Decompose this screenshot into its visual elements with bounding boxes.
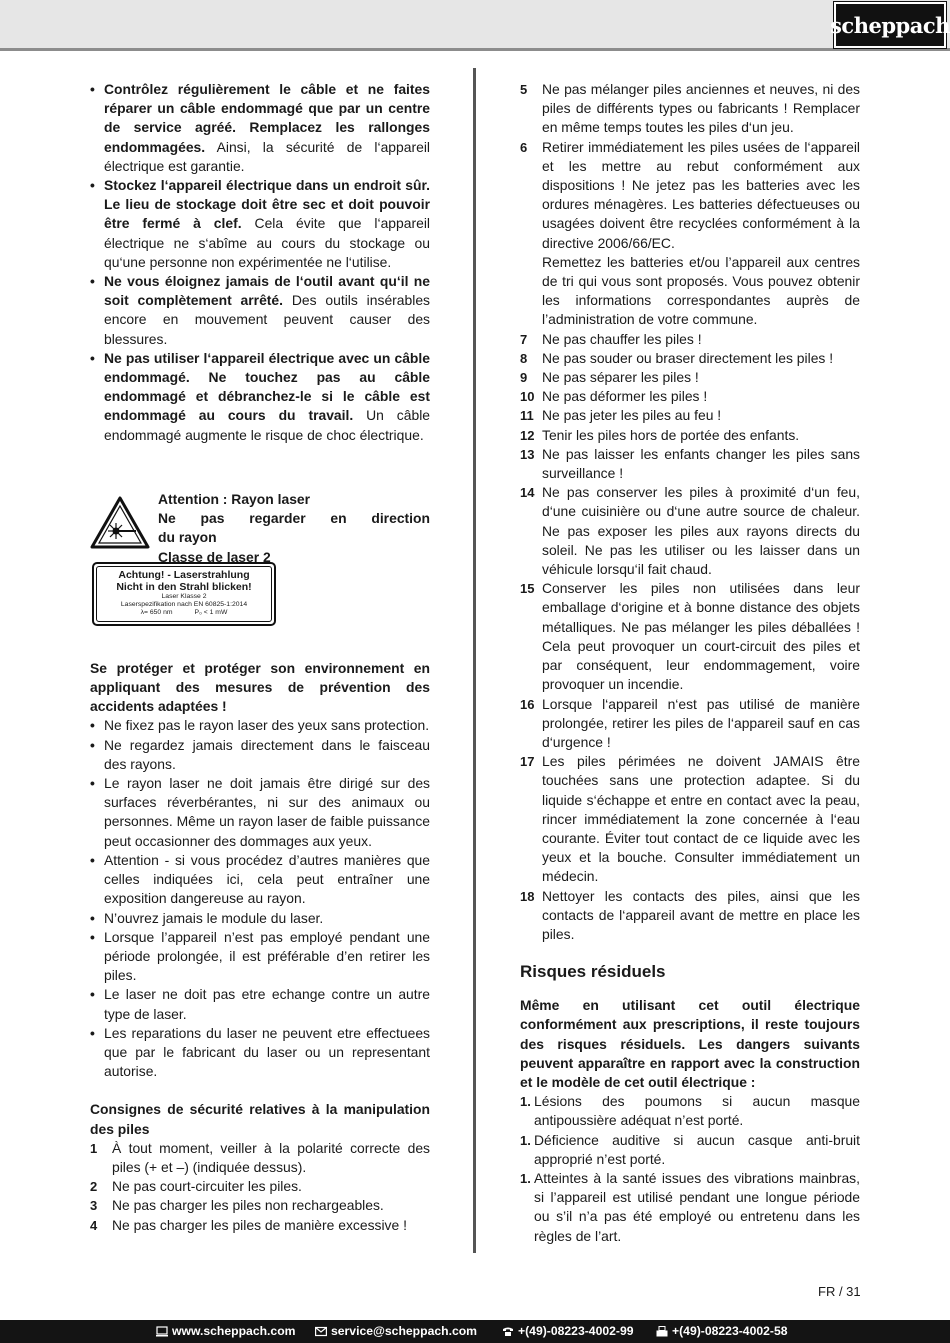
- list-item: [520, 349, 860, 368]
- list-item: [520, 330, 860, 349]
- bullet-bold-text: Stockez l‘appareil électrique dans un endroit sûr. Le lieu de stockage doit être sec et doit pouvoir être fermé à clef.: [104, 177, 430, 232]
- laser-warning-text: [158, 490, 430, 567]
- item-number: 12: [520, 427, 535, 443]
- list-item: • N’ouvrez jamais le module du laser.: [90, 909, 430, 928]
- item-number: 8: [520, 350, 528, 366]
- battery-list-left: [90, 1139, 430, 1235]
- bullet-text: Ainsi, la sécurité de l‘appareil électrique est garantie.: [104, 138, 430, 174]
- footer-phone-text: +(49)-08223-4002-99: [518, 1324, 634, 1338]
- item-text: Ne pas souder ou braser directement les piles !: [542, 349, 834, 366]
- item-number: 10: [520, 389, 535, 405]
- bullet-text: Des outils insérables encore en mouvement peuvent causer des blessures.: [104, 292, 430, 347]
- phone-icon: [502, 1326, 514, 1337]
- list-item: [90, 176, 430, 272]
- bullet-text: Un câble endommagé augmente le risque de choc électrique.: [104, 407, 431, 443]
- computer-icon: [156, 1326, 168, 1337]
- item-text-2: Remettez les batteries et/ou l’appareil aux centres de tri qui vous sont proposés. Vous pouvez obtenir les informations correspondantes auprès de l’administration de votre commune.: [542, 253, 860, 328]
- footer-fax: [656, 1324, 788, 1338]
- list-item: [520, 1131, 860, 1169]
- list-item: [520, 1092, 860, 1130]
- list-item: [520, 80, 860, 138]
- list-item: [520, 368, 860, 387]
- laser-line-2: Ne pas regarder en direction: [158, 510, 430, 527]
- footer-phone: [502, 1324, 634, 1338]
- bullet-bold-text: Ne vous éloignez jamais de l‘outil avant qu‘il ne soit complètement arrêté.: [104, 273, 430, 309]
- left-column: [90, 80, 430, 1235]
- item-text: Ne pas jeter les piles au feu !: [542, 407, 722, 424]
- item-number: 7: [520, 331, 528, 347]
- footer-bar: [0, 1320, 950, 1343]
- item-text: Ne pas mélanger piles anciennes et neuves, ni des piles de différents types ou fabricants ! Remplacer en même temps toutes les piles d‘un jeu.: [542, 81, 860, 136]
- list-item: [520, 752, 860, 886]
- footer-web-text[interactable]: www.scheppach.com: [172, 1324, 296, 1338]
- item-text: Ne pas laisser les enfants changer les piles sans surveillance !: [542, 445, 860, 482]
- item-text: Nettoyer les contacts des piles, ainsi que les contacts de l‘appareil avant de mettre en place les piles.: [542, 887, 860, 942]
- list-item: [90, 349, 430, 445]
- laser-label-inner: [96, 566, 272, 622]
- item-text: Lésions des poumons si aucun masque antipoussière adéquat n’est porté.: [534, 1093, 860, 1129]
- page-number: FR / 31: [818, 1284, 861, 1299]
- list-item: [520, 426, 860, 445]
- item-text: Ne pas déformer les piles !: [542, 388, 708, 405]
- item-text: Ne pas charger les piles non rechargeables.: [112, 1197, 384, 1214]
- item-number: 1.: [520, 1132, 531, 1148]
- item-text: Ne pas charger les piles de manière excessive !: [112, 1216, 407, 1233]
- protect-heading: Se protéger et protéger son environnement en appliquant des mesures de prévention des accidents adaptées !: [90, 659, 430, 715]
- bullet-bold-text: Contrôlez régulièrement le câble et ne faites réparer un câble endommagé que par un centre de service agréé. Remplacez les rallonges endommagées.: [104, 81, 430, 155]
- list-item: [520, 387, 860, 406]
- list-item: [520, 887, 860, 945]
- list-item: • Le rayon laser ne doit jamais être dirigé sur des surfaces réverbérantes, ni sur des animaux ou personnes. Même un rayon laser de faible puissance peut occasionner des dommages aux yeux.: [90, 774, 430, 851]
- laser-label: [92, 562, 276, 626]
- item-number: 18: [520, 888, 535, 904]
- item-number: 3: [90, 1198, 98, 1214]
- item-text: Lorsque l‘appareil n‘est pas utilisé de manière prolongée, retirer les piles de l‘appareil sauf en cas d‘urgence !: [542, 695, 860, 750]
- item-number: 9: [520, 370, 528, 386]
- item-text: Conserver les piles non utilisées dans leur emballage d‘origine et à bonne distance des objets métalliques. Ne pas mélanger les piles déballées ! Cela peut provoquer un court-circuit des piles et par conséquent, leur endommagement, voire provoquer un incendie.: [542, 580, 860, 693]
- label-power: P₀ < 1 mW: [194, 608, 228, 616]
- item-number: 11: [520, 408, 534, 424]
- item-number: 16: [520, 696, 535, 712]
- item-text: Retirer immédiatement les piles usées de l‘appareil et les mettre au rebut conformément aux dispositions ! Ne jetez pas les batteries avec les ordures ménagères. Les batteries défectueuses ou usagées doivent être recyclées conformément à la directive 2006/66/EC.: [542, 138, 860, 251]
- residual-list: [520, 1092, 860, 1246]
- footer-email: [315, 1324, 477, 1338]
- item-number: 17: [520, 754, 535, 770]
- laser-warning-icon: [90, 496, 150, 550]
- label-line-2: Nicht in den Strahl blicken!: [116, 580, 252, 593]
- protect-list: [90, 716, 430, 1081]
- list-item: [90, 80, 430, 176]
- list-item: • Lorsque l’appareil n’est pas employé pendant une période prolongée, il est préférable d’en retirer les piles.: [90, 928, 430, 986]
- item-number: 5: [520, 82, 528, 97]
- item-number: 15: [520, 581, 535, 597]
- list-item: [90, 1196, 430, 1215]
- footer-web: [156, 1324, 296, 1338]
- list-item: [90, 1139, 430, 1177]
- label-line-4: Laserspezifikation nach EN 60825-1:2014: [120, 600, 248, 608]
- list-item: [520, 406, 860, 425]
- mail-icon: [315, 1326, 327, 1337]
- list-item: [520, 445, 860, 483]
- residual-risks-title: Risques résiduels: [520, 962, 666, 982]
- laser-line-3: Classe de laser 2: [158, 548, 271, 565]
- list-item: [90, 1216, 430, 1235]
- item-number: 6: [520, 139, 528, 155]
- list-item: [520, 1169, 860, 1246]
- header-bar: [0, 0, 950, 51]
- laser-warning-block: [90, 490, 430, 650]
- list-item: [520, 483, 860, 579]
- item-text: À tout moment, veiller à la polarité correcte des piles (+ et –) (indiquée dessus).: [112, 1139, 430, 1175]
- column-divider: [473, 68, 476, 1253]
- battery-list-right: [520, 80, 860, 944]
- right-column: [520, 80, 860, 1246]
- label-line-1: Achtung! - Laserstrahlung: [118, 568, 250, 581]
- item-number: 1.: [520, 1171, 531, 1187]
- item-text: Déficience auditive si aucun casque anti-bruit approprié n’est porté.: [534, 1131, 860, 1167]
- item-number: 1.: [520, 1094, 531, 1110]
- bullet-text: Cela évite que l‘appareil électrique ne s‘abîme au cours du stockage ou qu‘une personne non expérimentée ne l‘utilise.: [104, 215, 430, 270]
- list-item: [90, 1177, 430, 1196]
- list-item: [520, 695, 860, 753]
- safety-bullet-list: [90, 80, 430, 445]
- item-text: Ne pas court-circuiter les piles.: [112, 1178, 302, 1195]
- item-text-group: [542, 138, 860, 330]
- label-line-3: Laser Klasse 2: [161, 592, 207, 600]
- item-text: Ne pas conserver les piles à proximité d‘un feu, d‘une cuisinière ou d‘une autre source de chaleur. Ne pas exposer les piles aux rayons directs du soleil. Ne pas les utiliser ou les laisser dans un véhicule lorsqu‘il fait chaud.: [542, 484, 860, 578]
- bullet-bold-text: Ne pas utiliser l‘appareil électrique avec un câble endommagé. Ne touchez pas au câble endommagé et débranchez-le si le câble est endommagé au cours du travail.: [104, 349, 430, 424]
- item-number: 4: [90, 1217, 98, 1233]
- label-line-5: [97, 609, 271, 617]
- label-wavelength: λ= 650 nm: [140, 608, 173, 616]
- list-item: [90, 272, 430, 349]
- item-text: Atteintes à la santé issues des vibrations mainbras, si l’appareil est utilisé pendant une longue période ou s’il n’a pas été employé ou entretenu dans les règles de l’art.: [534, 1170, 860, 1244]
- battery-heading: Consignes de sécurité relatives à la manipulation des piles: [90, 1101, 430, 1137]
- brand-logo: [830, 2, 950, 48]
- list-item: • Ne regardez jamais directement dans le faisceau des rayons.: [90, 736, 430, 774]
- item-text: Tenir les piles hors de portée des enfants.: [542, 426, 800, 443]
- brand-name: scheppach: [830, 12, 950, 38]
- item-text: Les piles périmées ne doivent JAMAIS être touchées sans une protection adaptee. Si du liquide s‘échappe et entre en contact avec la peau, rincer immédiatement la zone concernée à l‘eau courante. Éviter tout contact de ce liquide avec les yeux et la bouche. Consulter immédiatement un médecin.: [542, 753, 860, 885]
- residual-intro: Même en utilisant cet outil électrique conformément aux prescriptions, il reste toujours des risques résiduels. Les dangers suivants peuvent apparaître en rapport avec la construction et le modèle de cet outil électrique :: [520, 997, 860, 1091]
- item-number: 14: [520, 485, 535, 501]
- laser-line-1: Attention : Rayon laser: [158, 490, 311, 507]
- item-number: 1: [90, 1140, 98, 1156]
- item-text: Ne pas chauffer les piles !: [542, 330, 702, 347]
- laser-line-2b: du rayon: [158, 529, 217, 546]
- list-item: • Attention - si vous procédez d’autres manières que celles indiquées ici, cela peut entraîner une exposition dangereuse au rayon.: [90, 851, 430, 909]
- list-item: [520, 138, 860, 330]
- list-item: • Ne fixez pas le rayon laser des yeux sans protection.: [90, 716, 430, 735]
- footer-fax-text: +(49)-08223-4002-58: [672, 1324, 788, 1338]
- footer-email-text[interactable]: service@scheppach.com: [331, 1324, 478, 1338]
- list-item: • Les reparations du laser ne peuvent etre effectuees que par le fabricant du laser ou un representant autorise.: [90, 1024, 430, 1082]
- fax-icon: [656, 1326, 668, 1337]
- list-item: [520, 579, 860, 694]
- item-text: Ne pas séparer les piles !: [542, 369, 699, 386]
- item-number: 2: [90, 1179, 98, 1195]
- item-number: 13: [520, 446, 535, 462]
- list-item: • Le laser ne doit pas etre echange contre un autre type de laser.: [90, 985, 430, 1023]
